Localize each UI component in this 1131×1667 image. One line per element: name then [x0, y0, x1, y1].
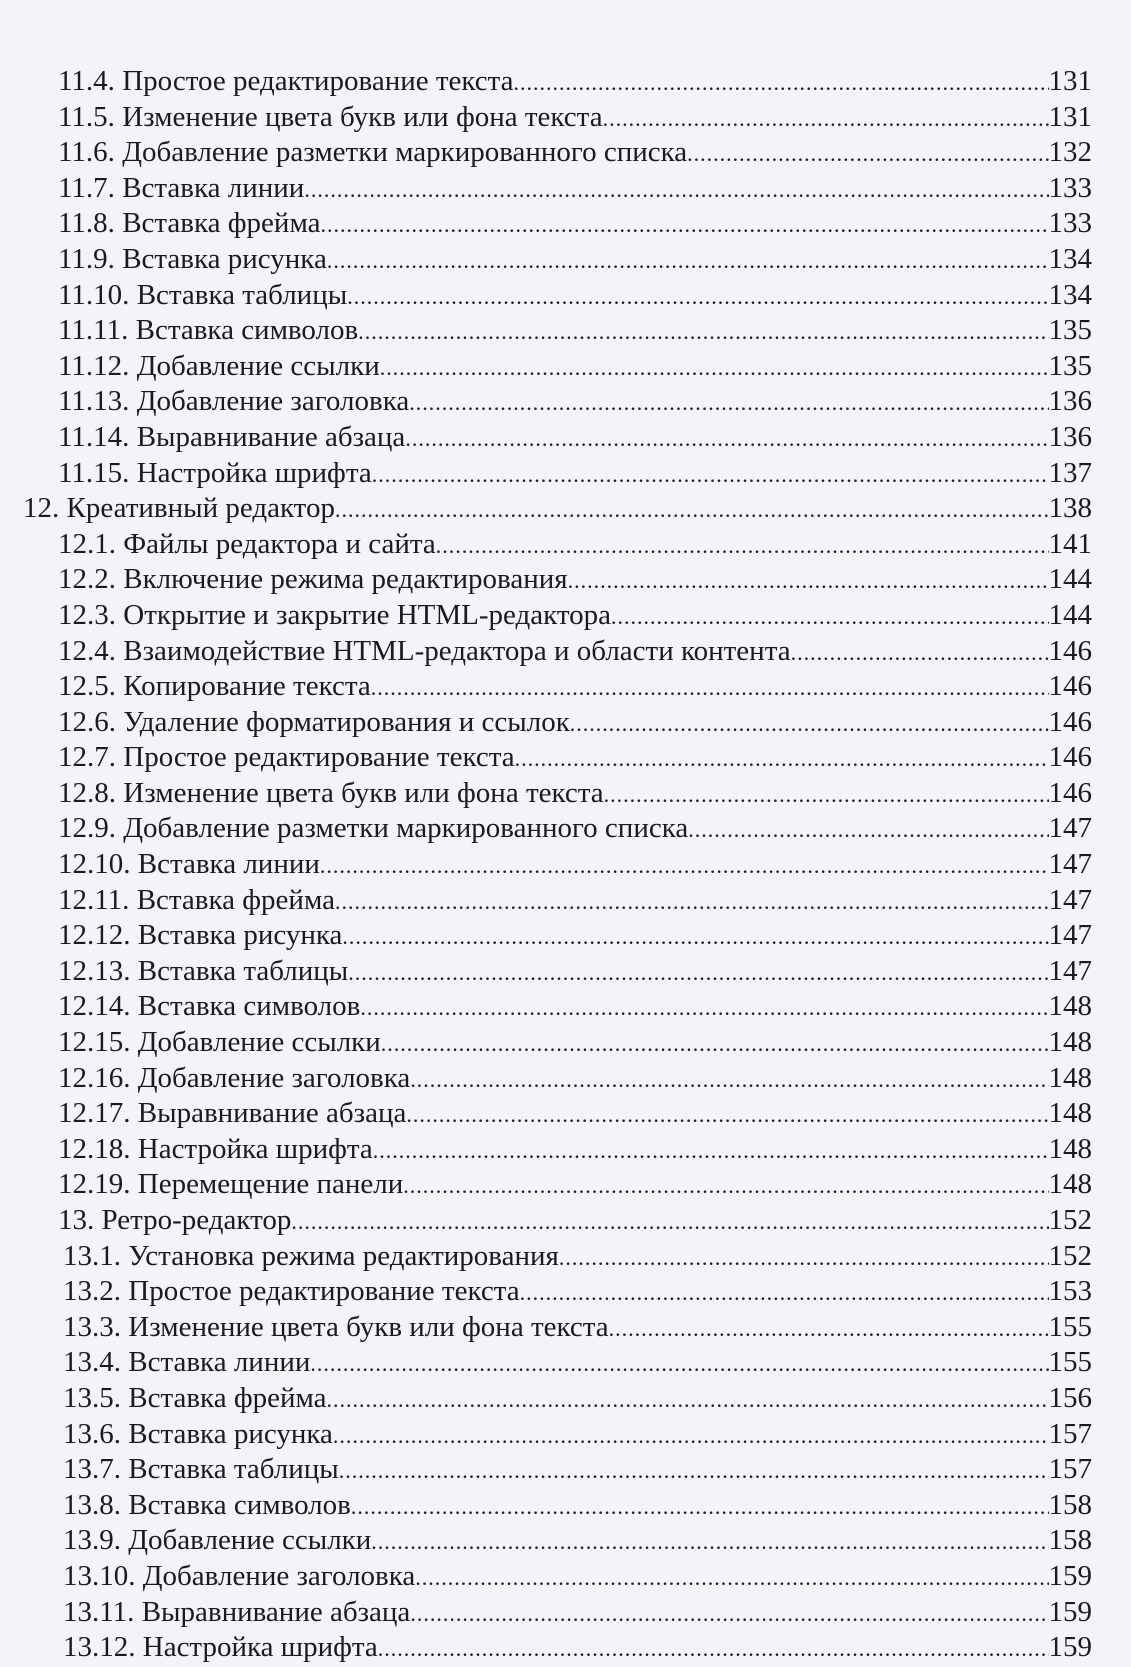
toc-entry-title [58, 918, 342, 954]
toc-entry-title [58, 242, 327, 278]
toc-entry-title [63, 1523, 371, 1559]
dot-leader [348, 955, 1048, 991]
toc-entry-title [58, 740, 515, 776]
toc-page-number: 148 [1048, 1061, 1092, 1094]
toc-entry-number: 12.19. [58, 1168, 131, 1201]
toc-entry-title [58, 1132, 373, 1168]
dot-leader [406, 1097, 1048, 1133]
toc-entry-number: 12.11. [58, 883, 130, 916]
toc-entry-number: 13.7. [63, 1453, 121, 1486]
toc-entry-number: 12.8. [58, 776, 116, 809]
dot-leader [371, 670, 1049, 706]
dot-leader [304, 172, 1048, 208]
toc-section-entry [0, 349, 1131, 385]
dot-leader [372, 457, 1049, 493]
toc-entry-text: Добавление заголовка [142, 1559, 416, 1592]
toc-page-number: 132 [1048, 136, 1092, 169]
toc-section-entry [0, 1025, 1131, 1061]
toc-page-number: 138 [1048, 492, 1092, 525]
toc-entry-number: 12.13. [58, 954, 131, 987]
toc-entry-text: Вставка символов [128, 1488, 351, 1521]
toc-entry-text: Простое редактирование текста [128, 1275, 520, 1308]
toc-section-entry [0, 1310, 1131, 1346]
toc-entry-title [58, 811, 688, 847]
toc-entry-text: Выравнивание абзаца [137, 1097, 407, 1130]
toc-entry-number: 12.15. [58, 1026, 131, 1059]
dot-leader [327, 243, 1049, 279]
dot-leader [342, 919, 1048, 955]
toc-page-number: 144 [1048, 598, 1092, 631]
toc-entry-number: 12.5. [58, 670, 116, 703]
toc-page-number: 146 [1048, 705, 1092, 738]
toc-entry-text: Настройка шрифта [137, 1132, 373, 1165]
dot-leader [403, 1168, 1048, 1204]
dot-leader [327, 1382, 1049, 1418]
toc-entry-number: 13.11. [63, 1595, 135, 1628]
toc-entry-text: Добавление заголовка [137, 1061, 411, 1094]
toc-entry-title [63, 1274, 520, 1310]
toc-section-entry [0, 527, 1131, 563]
toc-entry-text: Выравнивание абзаца [136, 420, 406, 453]
toc-entry-title [58, 705, 570, 741]
toc-entry-text: Установка режима редактирования [128, 1239, 559, 1272]
toc-page-number: 152 [1048, 1204, 1092, 1236]
toc-section-entry [0, 1630, 1131, 1666]
toc-section-entry [0, 954, 1131, 990]
toc-section-entry [0, 1239, 1131, 1275]
toc-entry-text: Добавление заголовка [136, 385, 410, 418]
toc-section-entry [0, 1488, 1131, 1524]
toc-entry-title [63, 1310, 609, 1346]
toc-entry-number: 11.6. [58, 136, 115, 169]
dot-leader [378, 1631, 1049, 1667]
toc-section-entry [0, 456, 1131, 492]
toc-entry-title [58, 278, 347, 314]
dot-leader [347, 279, 1048, 315]
toc-section-entry [0, 883, 1131, 919]
dot-leader [381, 1026, 1049, 1062]
toc-entry-number: 11.8. [58, 207, 115, 240]
toc-entry-number: 12.14. [58, 990, 131, 1023]
dot-leader [604, 777, 1049, 813]
toc-section-entry [0, 206, 1131, 242]
toc-entry-text: Вставка рисунка [122, 242, 327, 275]
dot-leader [339, 1453, 1049, 1489]
toc-section-entry [0, 1595, 1131, 1631]
toc-entry-title [58, 1061, 410, 1097]
toc-entry-title [58, 669, 371, 705]
toc-section-entry [0, 242, 1131, 278]
toc-page-number: 135 [1048, 314, 1092, 347]
toc-page-number: 152 [1048, 1239, 1092, 1272]
dot-leader [436, 528, 1049, 564]
toc-entry-number: 13.12. [63, 1631, 136, 1664]
toc-entry-title [63, 1559, 415, 1595]
toc-entry-number: 12.18. [58, 1132, 131, 1165]
toc-entry-text: Ретро-редактор [101, 1204, 292, 1236]
toc-entry-number: 11.4. [58, 65, 115, 97]
toc-section-entry [0, 1381, 1131, 1417]
toc-page-number: 134 [1048, 278, 1092, 311]
toc-section-entry [0, 420, 1131, 456]
toc-section-entry [0, 1452, 1131, 1488]
dot-leader [320, 848, 1049, 884]
toc-entry-number: 13.5. [63, 1381, 121, 1414]
dot-leader [409, 385, 1048, 421]
toc-section-entry [0, 1345, 1131, 1381]
toc-entry-number: 12.7. [58, 741, 116, 774]
toc-entry-text: Добавление разметки маркированного списка [122, 136, 688, 169]
toc-entry-number: 11.14. [58, 420, 130, 453]
toc-page-number: 146 [1048, 741, 1092, 774]
toc-entry-number: 11.10. [58, 278, 130, 311]
toc-entry-title [58, 171, 304, 207]
toc-page-number: 148 [1048, 1097, 1092, 1130]
toc-section-entry [0, 1096, 1131, 1132]
toc-entry-number: 13.1. [63, 1239, 121, 1272]
toc-page-number: 131 [1048, 100, 1092, 133]
toc-entry-number: 13.4. [63, 1346, 121, 1379]
toc-entry-title [58, 598, 611, 634]
toc-chapter-entry [0, 491, 1131, 527]
dot-leader [688, 812, 1048, 848]
toc-entry-text: Открытие и закрытие HTML-редактора [123, 598, 612, 631]
toc-entry-text: Вставка фрейма [136, 883, 335, 916]
toc-entry-title [58, 135, 687, 171]
toc-entry-number: 11.9. [58, 242, 115, 275]
dot-leader [415, 1560, 1048, 1596]
toc-entry-number: 13.6. [63, 1417, 121, 1450]
toc-entry-text: Добавление ссылки [137, 1026, 381, 1059]
toc-section-entry [0, 562, 1131, 598]
toc-entry-number: 13.3. [63, 1310, 121, 1343]
toc-section-entry [0, 918, 1131, 954]
toc-entry-title [58, 562, 568, 598]
toc-section-entry [0, 100, 1131, 136]
dot-leader [520, 1275, 1049, 1311]
toc-entry-text: Креативный редактор [66, 492, 335, 525]
toc-page-number: 148 [1048, 1168, 1092, 1201]
toc-section-entry [0, 1559, 1131, 1595]
toc-section-entry [0, 278, 1131, 314]
toc-entry-text: Вставка рисунка [137, 919, 343, 952]
toc-page-number: 144 [1048, 563, 1092, 596]
toc-section-entry [0, 64, 1131, 100]
toc-page-number: 155 [1048, 1310, 1092, 1343]
dot-leader [320, 207, 1048, 243]
toc-entry-text: Вставка таблицы [128, 1453, 339, 1486]
toc-page-number: 141 [1048, 527, 1092, 560]
dot-leader [611, 599, 1048, 635]
toc-entry-title [58, 527, 436, 563]
dot-leader [358, 314, 1048, 350]
toc-section-entry [0, 705, 1131, 741]
toc-entry-text: Вставка фрейма [122, 207, 321, 240]
toc-entry-number: 12.4. [58, 634, 116, 667]
toc-entry-title [63, 1452, 339, 1488]
toc-entry-text: Настройка шрифта [136, 456, 372, 489]
toc-entry-title [58, 100, 603, 136]
toc-entry-number: 12.9. [58, 812, 116, 845]
toc-entry-title [63, 1381, 327, 1417]
toc-entry-number: 11.5. [58, 100, 115, 133]
toc-entry-text: Вставка рисунка [128, 1417, 333, 1450]
toc-page-number: 147 [1048, 954, 1092, 987]
toc-entry-text: Вставка таблицы [136, 278, 348, 311]
toc-section-entry [0, 1061, 1131, 1097]
toc-page-number: 131 [1048, 65, 1092, 97]
dot-leader [791, 635, 1049, 671]
toc-page-number: 156 [1048, 1381, 1092, 1414]
toc-section-entry [0, 1417, 1131, 1453]
toc-entry-text: Взаимодействие HTML-редактора и области контента [123, 634, 791, 667]
toc-page-number: 146 [1048, 670, 1092, 703]
toc-entry-text: Вставка линии [137, 848, 320, 881]
dot-leader [373, 1133, 1049, 1169]
toc-entry-title [63, 1595, 410, 1631]
toc-page-number: 158 [1048, 1488, 1092, 1521]
toc-entry-title [58, 989, 360, 1025]
toc-page-number: 148 [1048, 1132, 1092, 1165]
toc-entry-number: 13.2. [63, 1275, 121, 1308]
toc-entry-number: 13. [58, 1204, 95, 1236]
dot-leader [603, 101, 1049, 137]
toc-entry-text: Включение режима редактирования [123, 563, 568, 596]
dot-leader [570, 706, 1049, 742]
dot-leader [380, 350, 1049, 386]
dot-leader [559, 1240, 1049, 1276]
toc-section-entry [0, 776, 1131, 812]
toc-entry-title [63, 1345, 310, 1381]
toc-section-entry [0, 1167, 1131, 1203]
toc-page-number: 135 [1048, 349, 1092, 382]
toc-entry-title [58, 313, 358, 349]
toc-entry-title [58, 384, 409, 420]
toc-page-number: 146 [1048, 776, 1092, 809]
dot-leader [609, 1311, 1049, 1347]
toc-entry-title [58, 456, 372, 492]
toc-entry-title [58, 64, 514, 100]
toc-entry-text: Изменение цвета букв или фона текста [123, 776, 604, 809]
toc-section-entry [0, 313, 1131, 349]
toc-entry-text: Выравнивание абзаца [141, 1595, 411, 1628]
toc-entry-number: 12.17. [58, 1097, 131, 1130]
toc-entry-text: Вставка таблицы [137, 954, 349, 987]
toc-page-number: 157 [1048, 1417, 1092, 1450]
dot-leader [335, 492, 1049, 528]
toc-entry-text: Вставка фрейма [128, 1381, 327, 1414]
toc-page-number: 159 [1048, 1559, 1092, 1592]
toc-page-number: 157 [1048, 1453, 1092, 1486]
toc-page-number: 148 [1048, 990, 1092, 1023]
toc-entry-number: 12.10. [58, 848, 131, 881]
toc-entry-number: 12. [23, 492, 60, 525]
toc-entry-text: Добавление ссылки [136, 349, 380, 382]
toc-section-entry [0, 135, 1131, 171]
dot-leader [514, 65, 1049, 101]
toc-page-number: 148 [1048, 1026, 1092, 1059]
toc-entry-text: Вставка линии [128, 1346, 311, 1379]
toc-entry-title [63, 1239, 559, 1275]
toc-section-entry [0, 384, 1131, 420]
toc-page-number: 137 [1048, 456, 1092, 489]
dot-leader [410, 1596, 1048, 1632]
toc-entry-text: Удаление форматирования и ссылок [123, 705, 570, 738]
toc-section-entry [0, 669, 1131, 705]
toc-entry-title [58, 1025, 381, 1061]
toc-entry-number: 11.11. [58, 314, 129, 347]
toc-page-number: 158 [1048, 1524, 1092, 1557]
toc-page-number: 147 [1048, 848, 1092, 881]
toc-section-entry [0, 598, 1131, 634]
dot-leader [515, 741, 1049, 777]
toc-section-entry [0, 1523, 1131, 1559]
toc-section-entry [0, 740, 1131, 776]
toc-section-entry [0, 634, 1131, 670]
toc-page-number: 147 [1048, 812, 1092, 845]
toc-entry-text: Перемещение панели [137, 1168, 404, 1201]
toc-entry-title [58, 776, 604, 812]
toc-chapter-entry [0, 1203, 1131, 1239]
toc-section-entry [0, 1274, 1131, 1310]
dot-leader [310, 1346, 1048, 1382]
toc-entry-text: Файлы редактора и сайта [123, 527, 436, 560]
toc-entry-number: 12.3. [58, 598, 116, 631]
toc-entry-text: Простое редактирование текста [123, 741, 515, 774]
toc-entry-title [58, 1167, 403, 1203]
toc-section-entry [0, 171, 1131, 207]
toc-entry-title [58, 847, 320, 883]
toc-entry-number: 13.8. [63, 1488, 121, 1521]
toc-entry-number: 12.12. [58, 919, 131, 952]
dot-leader [687, 136, 1048, 172]
toc-entry-text: Изменение цвета букв или фона текста [128, 1310, 609, 1343]
toc-entry-number: 11.15. [58, 456, 130, 489]
toc-page-number: 155 [1048, 1346, 1092, 1379]
toc-page-number: 159 [1048, 1595, 1092, 1628]
toc-entry-title [58, 954, 348, 990]
toc-entry-title [58, 883, 335, 919]
toc-entry-text: Вставка символов [135, 314, 359, 347]
dot-leader [410, 1062, 1048, 1098]
toc-entry-title [58, 1203, 291, 1239]
toc-entry-number: 12.1. [58, 527, 116, 560]
toc-entry-title [58, 634, 791, 670]
toc-entry-text: Простое редактирование текста [122, 65, 514, 97]
toc-entry-title [58, 1096, 406, 1132]
toc-entry-title [58, 349, 380, 385]
toc-entry-title [23, 491, 335, 527]
table-of-contents [0, 64, 1131, 1666]
dot-leader [335, 884, 1049, 920]
toc-page-number: 133 [1048, 207, 1092, 240]
toc-page-number: 136 [1048, 385, 1092, 418]
toc-entry-text: Настройка шрифта [142, 1631, 378, 1664]
toc-page-number: 147 [1048, 883, 1092, 916]
toc-entry-title [58, 206, 320, 242]
toc-entry-number: 11.13. [58, 385, 130, 418]
toc-entry-title [63, 1417, 333, 1453]
toc-page-number: 133 [1048, 171, 1092, 204]
toc-section-entry [0, 811, 1131, 847]
toc-page-number: 153 [1048, 1275, 1092, 1308]
toc-entry-number: 12.16. [58, 1061, 131, 1094]
toc-section-entry [0, 989, 1131, 1025]
toc-entry-title [63, 1488, 351, 1524]
toc-entry-number: 13.9. [63, 1524, 121, 1557]
toc-entry-number: 11.12. [58, 349, 130, 382]
toc-entry-text: Добавление ссылки [128, 1524, 372, 1557]
toc-page-number: 159 [1048, 1631, 1092, 1664]
dot-leader [351, 1489, 1049, 1525]
toc-page-number: 147 [1048, 919, 1092, 952]
dot-leader [333, 1418, 1049, 1454]
dot-leader [360, 990, 1048, 1026]
toc-entry-number: 13.10. [63, 1559, 136, 1592]
toc-entry-number: 12.6. [58, 705, 116, 738]
dot-leader [405, 421, 1048, 457]
toc-entry-text: Вставка линии [122, 171, 305, 204]
toc-page-number: 136 [1048, 420, 1092, 453]
toc-section-entry [0, 1132, 1131, 1168]
toc-entry-title [58, 420, 405, 456]
toc-entry-text: Копирование текста [123, 670, 371, 703]
toc-page-number: 146 [1048, 634, 1092, 667]
toc-page-number: 134 [1048, 242, 1092, 275]
dot-leader [568, 563, 1049, 599]
toc-entry-number: 11.7. [58, 171, 115, 204]
toc-entry-number: 12.2. [58, 563, 116, 596]
dot-leader [291, 1204, 1048, 1240]
dot-leader [371, 1524, 1048, 1560]
toc-entry-text: Добавление разметки маркированного списка [123, 812, 689, 845]
toc-entry-text: Изменение цвета букв или фона текста [122, 100, 603, 133]
toc-entry-text: Вставка символов [137, 990, 361, 1023]
toc-section-entry [0, 847, 1131, 883]
toc-entry-title [63, 1630, 378, 1666]
